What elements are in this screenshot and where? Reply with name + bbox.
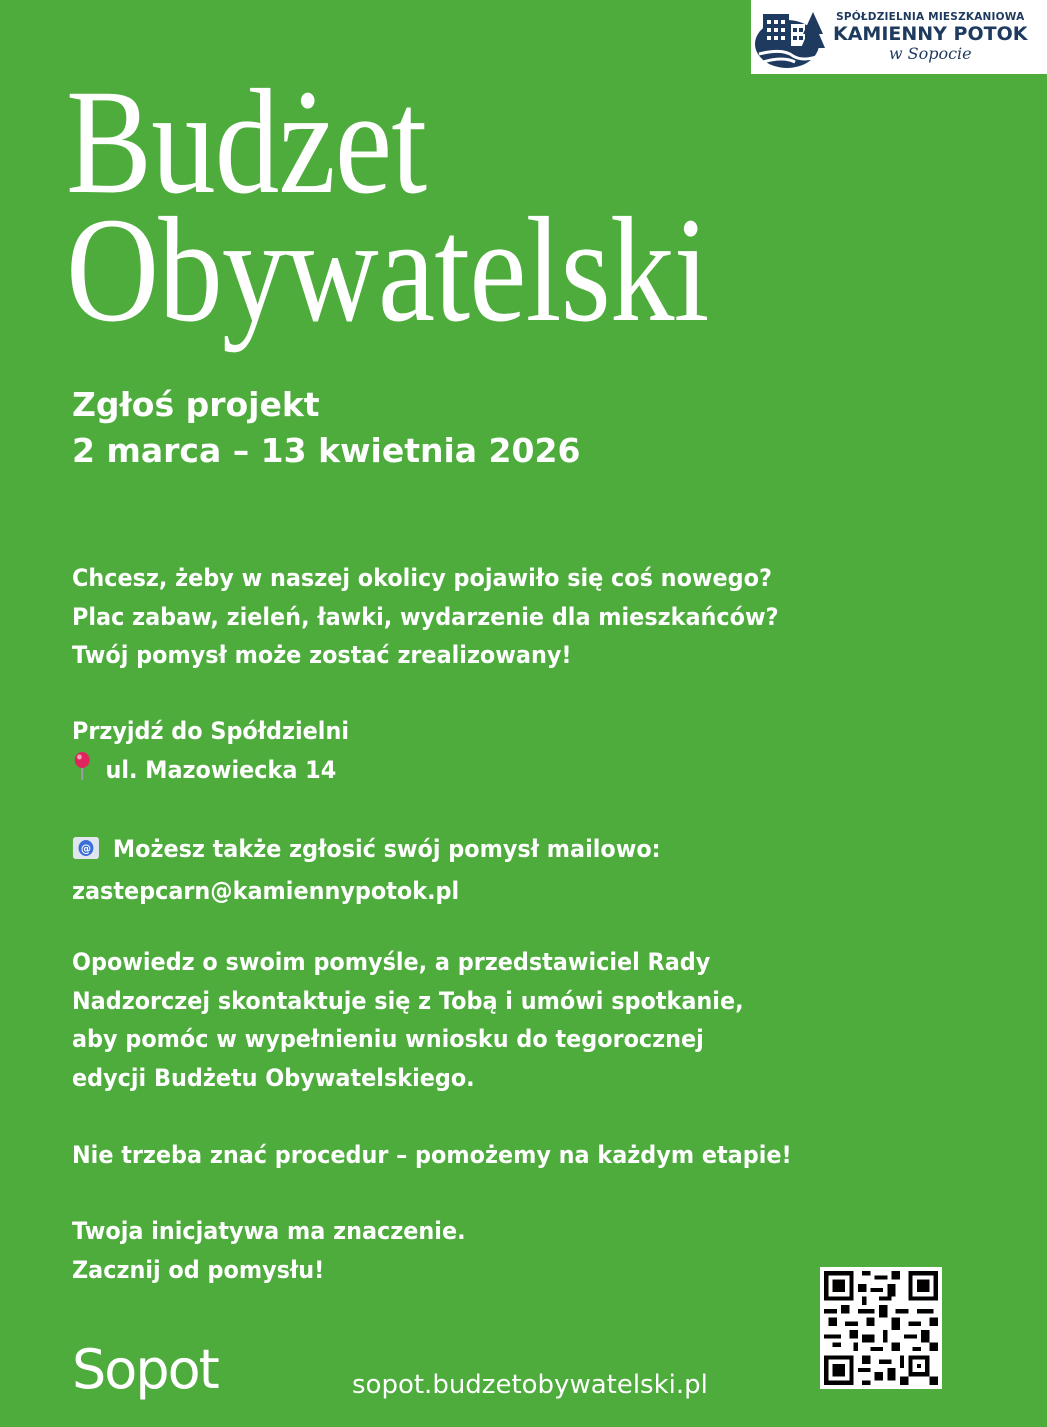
logo-line-3: w Sopocie (888, 44, 972, 63)
cooperative-logo (751, 0, 1047, 74)
logo-line-1: SPÓŁDZIELNIA MIESZKANIOWA (836, 11, 1025, 23)
email-address-link[interactable]: zastepcarn@kamiennypotok.pl (72, 876, 460, 905)
description-line: edycji Budżetu Obywatelskiego. (72, 1063, 475, 1092)
building-tree-logo-icon (753, 4, 827, 70)
email-at-icon (72, 833, 100, 872)
reassurance-text: Nie trzeba znać procedur – pomożemy na każdym etapie! (72, 1141, 792, 1169)
description-line: Opowiedz o swoim pomyśle, a przedstawiciel Rady (72, 948, 711, 976)
svg-text:@: @ (80, 841, 92, 856)
intro-line: Chcesz, żeby w naszej okolicy pojawiło się coś nowego? (72, 564, 772, 592)
title-line-2: Obywatelski (66, 187, 709, 353)
sopot-city-logo: Sopot (72, 1338, 218, 1401)
website-url-link[interactable]: sopot.budzetobywatelski.pl (352, 1370, 708, 1400)
visit-paragraph (72, 712, 349, 792)
subtitle-dates: 2 marca – 13 kwietnia 2026 (72, 431, 581, 470)
address-line (72, 751, 349, 793)
email-label: Możesz także zgłosić swój pomysł mailowo: (112, 835, 661, 863)
title-line-1: Budżet (66, 59, 427, 225)
email-paragraph (72, 830, 661, 910)
visit-line: Przyjdź do Spółdzielni (72, 717, 349, 745)
closing-paragraph (72, 1212, 466, 1289)
intro-paragraph (72, 559, 779, 675)
page-title (66, 59, 709, 353)
description-line: aby pomóc w wypełnieniu wniosku do tegorocznej (72, 1025, 704, 1053)
email-label-line (72, 830, 661, 872)
intro-line: Twój pomysł może zostać zrealizowany! (72, 641, 572, 669)
description-line: Nadzorczej skontaktuje się z Tobą i umówi spotkanie, (72, 986, 744, 1015)
closing-line-2: Zacznij od pomysłu! (72, 1255, 325, 1284)
cooperative-name (833, 11, 1027, 63)
address-text: ul. Mazowiecka 14 (105, 755, 337, 784)
submission-period (72, 382, 580, 474)
qr-code[interactable] (820, 1267, 942, 1389)
description-paragraph (72, 943, 744, 1097)
intro-line: Plac zabaw, zieleń, ławki, wydarzenie dla mieszkańców? (72, 602, 779, 631)
subtitle-line-1: Zgłoś projekt (72, 385, 320, 424)
round-pushpin-icon (72, 751, 92, 793)
closing-line-1: Twoja inicjatywa ma znaczenie. (72, 1217, 466, 1245)
logo-line-2: KAMIENNY POTOK (833, 23, 1028, 45)
